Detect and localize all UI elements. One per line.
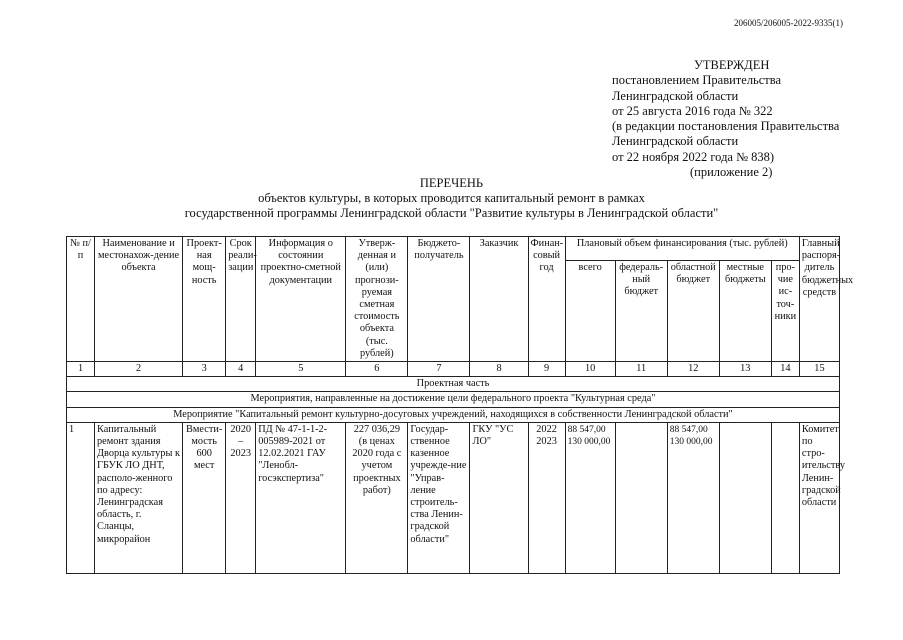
row-year: 2023 bbox=[536, 436, 557, 448]
column-number: 13 bbox=[719, 362, 771, 377]
document-heading bbox=[0, 176, 903, 221]
approval-line: от 25 августа 2016 года № 322 bbox=[612, 103, 773, 118]
row-name: Капитальный ремонт здания Дворца культуры к ГБУК ЛО ДНТ, располо-женного по адресу: Ленинградская область, г. Сланцы, микрорайон bbox=[95, 422, 183, 573]
column-number: 12 bbox=[667, 362, 719, 377]
approval-line: (в редакции постановления Правительства bbox=[612, 119, 840, 134]
header-federal: федераль-ный бюджет bbox=[615, 260, 667, 361]
approval-line: постановлением Правительства bbox=[612, 73, 782, 88]
approval-title: УТВЕРЖДЕН bbox=[694, 58, 770, 72]
column-number: 14 bbox=[771, 362, 799, 377]
header-recipient: Бюджето-получатель bbox=[408, 237, 470, 362]
heading-subtitle: объектов культуры, в которых проводится капитальный ремонт в рамках bbox=[258, 191, 645, 205]
header-name: Наименование и местонахож-дение объекта bbox=[95, 237, 183, 362]
heading-subtitle: государственной программы Ленинградской области "Развитие культуры в Ленинградской области" bbox=[184, 206, 719, 220]
column-number: 11 bbox=[615, 362, 667, 377]
row-other bbox=[771, 422, 799, 573]
header-customer: Заказчик bbox=[470, 237, 528, 362]
column-number: 1 bbox=[67, 362, 95, 377]
column-number: 15 bbox=[799, 362, 839, 377]
column-number: 9 bbox=[528, 362, 565, 377]
column-number: 8 bbox=[470, 362, 528, 377]
header-regional: областной бюджет bbox=[667, 260, 719, 361]
section-row bbox=[67, 377, 840, 392]
column-number: 3 bbox=[183, 362, 226, 377]
header-row bbox=[67, 237, 840, 261]
header-year: Финан-совый год bbox=[528, 237, 565, 362]
row-regional-value: 130 000,00 bbox=[669, 437, 713, 448]
row-local bbox=[719, 422, 771, 573]
table-row bbox=[67, 422, 840, 573]
section-row bbox=[67, 407, 840, 422]
row-term: 2020 – 2023 bbox=[226, 422, 256, 573]
approval-block bbox=[612, 58, 839, 180]
header-docs: Информация о состоянии проектно-сметной документации bbox=[256, 237, 346, 362]
heading-title: ПЕРЕЧЕНЬ bbox=[419, 176, 484, 190]
approval-appendix: (приложение 2) bbox=[690, 165, 773, 180]
column-numbers-row bbox=[67, 362, 840, 377]
document-number: 206005/206005-2022-9335(1) bbox=[734, 18, 843, 28]
approval-line: Ленинградской области bbox=[612, 88, 739, 103]
header-other: про-чие ис-точ-ники bbox=[771, 260, 799, 361]
row-total: 88 547,00 bbox=[567, 424, 606, 435]
row-total: 130 000,00 bbox=[567, 437, 611, 448]
row-federal bbox=[615, 422, 667, 573]
row-regional-value: 88 547,00 bbox=[669, 424, 708, 435]
row-customer: ГКУ "УС ЛО" bbox=[470, 422, 528, 573]
approval-line: от 22 ноября 2022 года № 838) bbox=[612, 149, 775, 164]
header-manager: Главный распоря-дитель бюджетных средств bbox=[799, 237, 839, 362]
row-year: 2022 bbox=[536, 423, 557, 435]
header-capacity: Проект-ная мощ-ность bbox=[183, 237, 226, 362]
column-number: 4 bbox=[226, 362, 256, 377]
row-num: 1 bbox=[67, 422, 95, 573]
column-number: 5 bbox=[256, 362, 346, 377]
header-cost: Утверж-денная и (или) прогнози-руемая сметная стоимость объекта (тыс. рублей) bbox=[346, 237, 408, 362]
row-recipient: Государ-ственное казенное учрежде-ние "Управ-ление строитель-ства Ленин-градской области" bbox=[408, 422, 470, 573]
row-years bbox=[528, 422, 565, 573]
row-regional bbox=[667, 422, 719, 573]
column-number: 7 bbox=[408, 362, 470, 377]
row-manager: Комитет по стро-ительству Ленин-градской области bbox=[799, 422, 839, 573]
header-term: Срок реали-зации bbox=[226, 237, 256, 362]
section-measure: Мероприятие "Капитальный ремонт культурно-досуговых учреждений, находящихся в собственности Ленинградской области" bbox=[67, 407, 840, 422]
column-number: 10 bbox=[565, 362, 615, 377]
column-number: 2 bbox=[95, 362, 183, 377]
section-federal-project: Мероприятия, направленные на достижение цели федерального проекта "Культурная среда" bbox=[67, 392, 840, 407]
header-total: всего bbox=[565, 260, 615, 361]
row-cost: 227 036,29 (в ценах 2020 года с учетом проектных работ) bbox=[346, 422, 408, 573]
section-project-part: Проектная часть bbox=[67, 377, 840, 392]
row-capacity: Вмести-мость 600 мест bbox=[183, 422, 226, 573]
column-number: 6 bbox=[346, 362, 408, 377]
row-docs: ПД № 47-1-1-2-005989-2021 от 12.02.2021 ГАУ "Ленобл-госэкспертиза" bbox=[256, 422, 346, 573]
section-row bbox=[67, 392, 840, 407]
objects-table bbox=[66, 236, 854, 574]
header-local: местные бюджеты bbox=[719, 260, 771, 361]
header-num: № п/п bbox=[67, 237, 95, 362]
header-funding: Плановый объем финансирования (тыс. рублей) bbox=[565, 237, 799, 261]
row-totals bbox=[565, 422, 615, 573]
approval-line: Ленинградской области bbox=[612, 134, 739, 149]
